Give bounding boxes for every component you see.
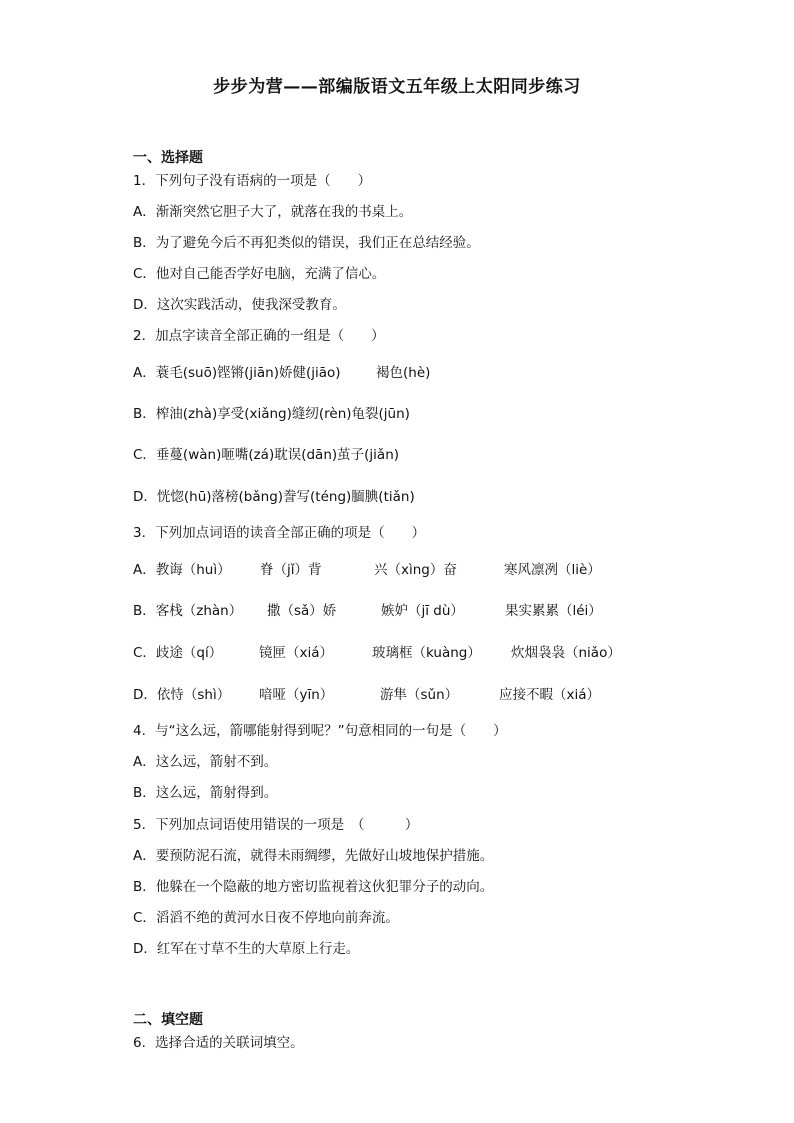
question-3-a-word-2: 脊（jǐ）背 xyxy=(260,562,322,578)
question-5-option-b: B．他躲在一个隐蔽的地方密切监视着这伙犯罪分子的动向。 xyxy=(133,879,494,895)
question-3-d-word-4: 应接不暇（xiá） xyxy=(499,687,601,703)
question-3-a-word-4: 寒风凛冽（liè） xyxy=(504,562,601,578)
question-4-option-a: A．这么远，箭射不到。 xyxy=(133,754,278,770)
question-5-option-c: C．滔滔不绝的黄河水日夜不停地向前奔流。 xyxy=(133,910,399,926)
question-1-option-a: A．渐渐突然它胆子大了，就落在我的书桌上。 xyxy=(133,204,413,220)
question-5-option-a: A．要预防泥石流，就得未雨绸缪，先做好山坡地保护措施。 xyxy=(133,848,494,864)
question-3-c-word-3: 玻璃框（kuàng） xyxy=(372,645,481,661)
question-3-b-word-2: 撒（sǎ）娇 xyxy=(267,603,337,619)
question-4-stem: 4．与“这么远，箭哪能射得到呢？”句意相同的一句是（ ） xyxy=(133,723,507,739)
section-heading-choice: 一、选择题 xyxy=(133,150,203,166)
question-5-option-d: D．红军在寸草不生的大草原上行走。 xyxy=(133,941,360,957)
section-heading-fill-in: 二、填空题 xyxy=(133,1012,203,1028)
question-2-stem: 2．加点字读音全部正确的一组是（ ） xyxy=(133,328,385,344)
question-3-b-word-4: 果实累累（léi） xyxy=(505,603,602,619)
question-3-c-word-4: 炊烟袅袅（niǎo） xyxy=(511,645,621,661)
question-4-option-b: B．这么远，箭射得到。 xyxy=(133,785,278,801)
question-2-option-b: B．榨油(zhà)享受(xiǎng)缝纫(rèn)龟裂(jūn) xyxy=(133,406,410,422)
question-2-option-a-part1: A．蓑毛(suō)铿锵(jiān)娇健(jiāo) xyxy=(133,365,341,381)
question-3-c-word-1: C．歧途（qí） xyxy=(133,645,223,661)
question-3-a-word-3: 兴（xìng）奋 xyxy=(374,562,457,578)
question-3-stem: 3．下列加点词语的读音全部正确的项是（ ） xyxy=(133,525,426,541)
question-1-option-c: C．他对自己能否学好电脑，充满了信心。 xyxy=(133,266,386,282)
question-3-d-word-2: 喑哑（yīn） xyxy=(259,687,334,703)
question-3-d-word-1: D．依恃（shì） xyxy=(133,687,231,703)
question-1-stem: 1．下列句子没有语病的一项是（ ） xyxy=(133,173,372,189)
question-1-option-d: D．这次实践活动，使我深受教育。 xyxy=(133,297,346,313)
question-3-d-word-3: 游隼（sǔn） xyxy=(380,687,459,703)
question-3-b-word-1: B．客栈（zhàn） xyxy=(133,603,243,619)
question-1-option-b: B．为了避免今后不再犯类似的错误，我们正在总结经验。 xyxy=(133,235,480,251)
page-title: 步步为营——部编版语文五年级上太阳同步练习 xyxy=(213,77,581,97)
question-3-c-word-2: 镜匣（xiá） xyxy=(259,645,334,661)
question-5-stem: 5．下列加点词语使用错误的一项是 （ ） xyxy=(133,817,419,833)
question-6-stem: 6．选择合适的关联词填空。 xyxy=(133,1035,304,1051)
question-2-option-d: D．恍惚(hū)落榜(bǎng)誊写(téng)腼腆(tiǎn) xyxy=(133,489,415,505)
question-3-a-word-1: A．教诲（huì） xyxy=(133,562,231,578)
question-2-option-a-part2: 褐色(hè) xyxy=(376,365,431,381)
question-3-b-word-3: 嫉妒（jī dù） xyxy=(381,603,464,619)
question-2-option-c: C．垂蔓(wàn)咂嘴(zá)耽误(dān)茧子(jiǎn) xyxy=(133,447,400,463)
